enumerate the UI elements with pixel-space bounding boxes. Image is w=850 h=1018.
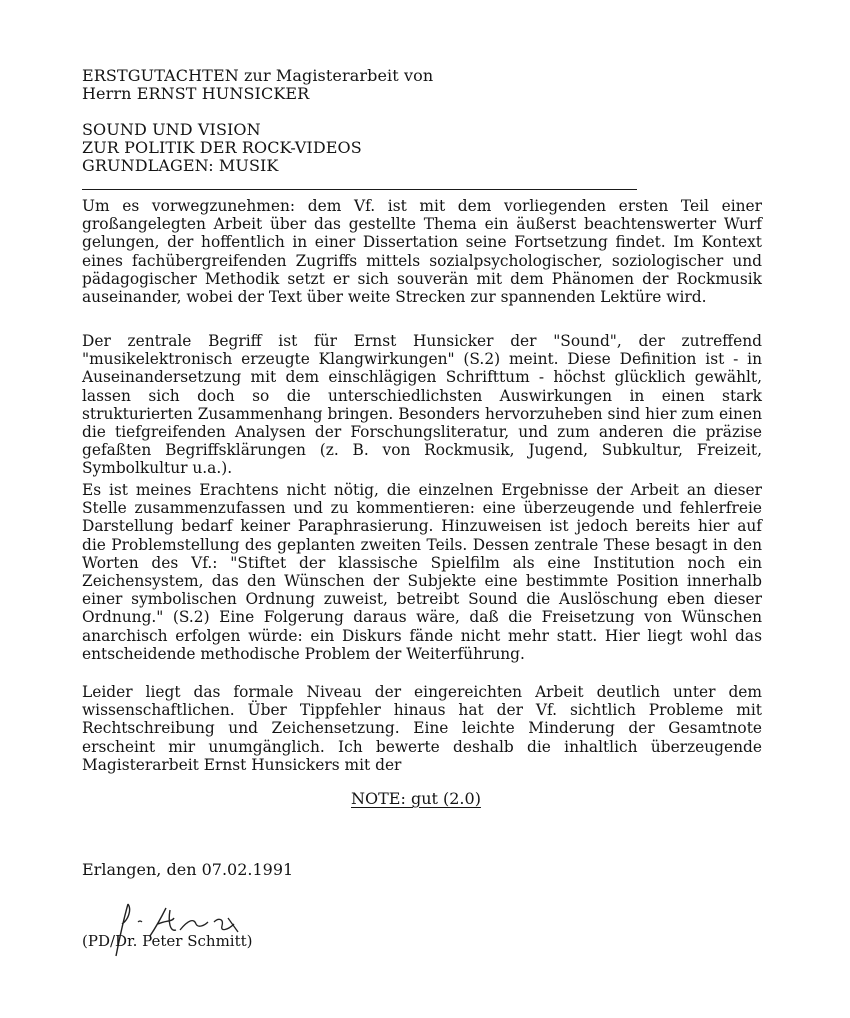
handwritten-signature bbox=[88, 896, 268, 966]
paragraph-2: Der zentrale Begriff ist für Ernst Hunsicker der "Sound", der zutreffend "musikelektronisch erzeugte Klangwirkungen" (S.2) meint. Diese Definition ist - in Auseinandersetzung mit dem einschlägigen Schrifttum - höchst glücklich gewählt, lassen sich doch so die unterschiedlichsten Auswirkungen in einen stark strukturierten Zusammenhang bringen. Besonders hervorzuheben sind hier zum einen die tiefgreifenden Analysen der Forschungsliteratur, und zum anderen die präzise gefaßten Begriffsklärungen (z. B. von Rockmusik, Jugend, Subkultur, Freizeit, Symbolkultur u.a.). bbox=[82, 332, 762, 478]
header-line-1: ERSTGUTACHTEN zur Magisterarbeit von bbox=[82, 66, 434, 85]
signer-name: (PD/Dr. Peter Schmitt) bbox=[82, 932, 253, 950]
divider-rule bbox=[82, 189, 637, 190]
place-and-date: Erlangen, den 07.02.1991 bbox=[82, 860, 294, 879]
thesis-title-line-1: SOUND UND VISION bbox=[82, 120, 261, 139]
thesis-title-line-2: ZUR POLITIK DER ROCK-VIDEOS bbox=[82, 138, 362, 157]
paragraph-4: Leider liegt das formale Niveau der eingereichten Arbeit deutlich unter dem wissenschaftlichen. Über Tippfehler hinaus hat der Vf. sichtlich Probleme mit Rechtschreibung und Zeichensetzung. Eine leichte Minderung der Gesamtnote erscheint mir unumgänglich. Ich bewerte deshalb die inhaltlich überzeugende Magisterarbeit Ernst Hunsickers mit der bbox=[82, 683, 762, 774]
grade-note: NOTE: gut (2.0) bbox=[351, 789, 481, 808]
header-line-2: Herrn ERNST HUNSICKER bbox=[82, 84, 310, 103]
paragraph-3: Es ist meines Erachtens nicht nötig, die einzelnen Ergebnisse der Arbeit an dieser Stelle zusammenzufassen und zu kommentieren: eine überzeugende und fehlerfreie Darstellung bedarf keiner Paraphrasierung. Hinzuweisen ist jedoch bereits hier auf die Problemstellung des geplanten zweiten Teils. Dessen zentrale These besagt in den Worten des Vf.: "Stiftet der klassische Spielfilm als eine Institution noch ein Zeichensystem, das den Wünschen der Subjekte eine bestimmte Position innerhalb einer symbolischen Ordnung zuweist, betreibt Sound die Auslöschung eben dieser Ordnung." (S.2) Eine Folgerung daraus wäre, daß die Freisetzung von Wünschen anarchisch erfolgen würde: ein Diskurs fände nicht mehr statt. Hier liegt wohl das entscheidende methodische Problem der Weiterführung. bbox=[82, 481, 762, 663]
thesis-title-line-3: GRUNDLAGEN: MUSIK bbox=[82, 156, 279, 175]
paragraph-1: Um es vorwegzunehmen: dem Vf. ist mit dem vorliegenden ersten Teil einer großangelegten Arbeit über das gestellte Thema ein äußerst beachtenswerter Wurf gelungen, der hoffentlich in einer Dissertation seine Fortsetzung findet. Im Kontext eines fachübergreifenden Zugriffs mittels sozialpsychologischer, soziologischer und pädagogischer Methodik setzt er sich souverän mit dem Phänomen der Rockmusik auseinander, wobei der Text über weite Strecken zur spannenden Lektüre wird. bbox=[82, 197, 762, 307]
